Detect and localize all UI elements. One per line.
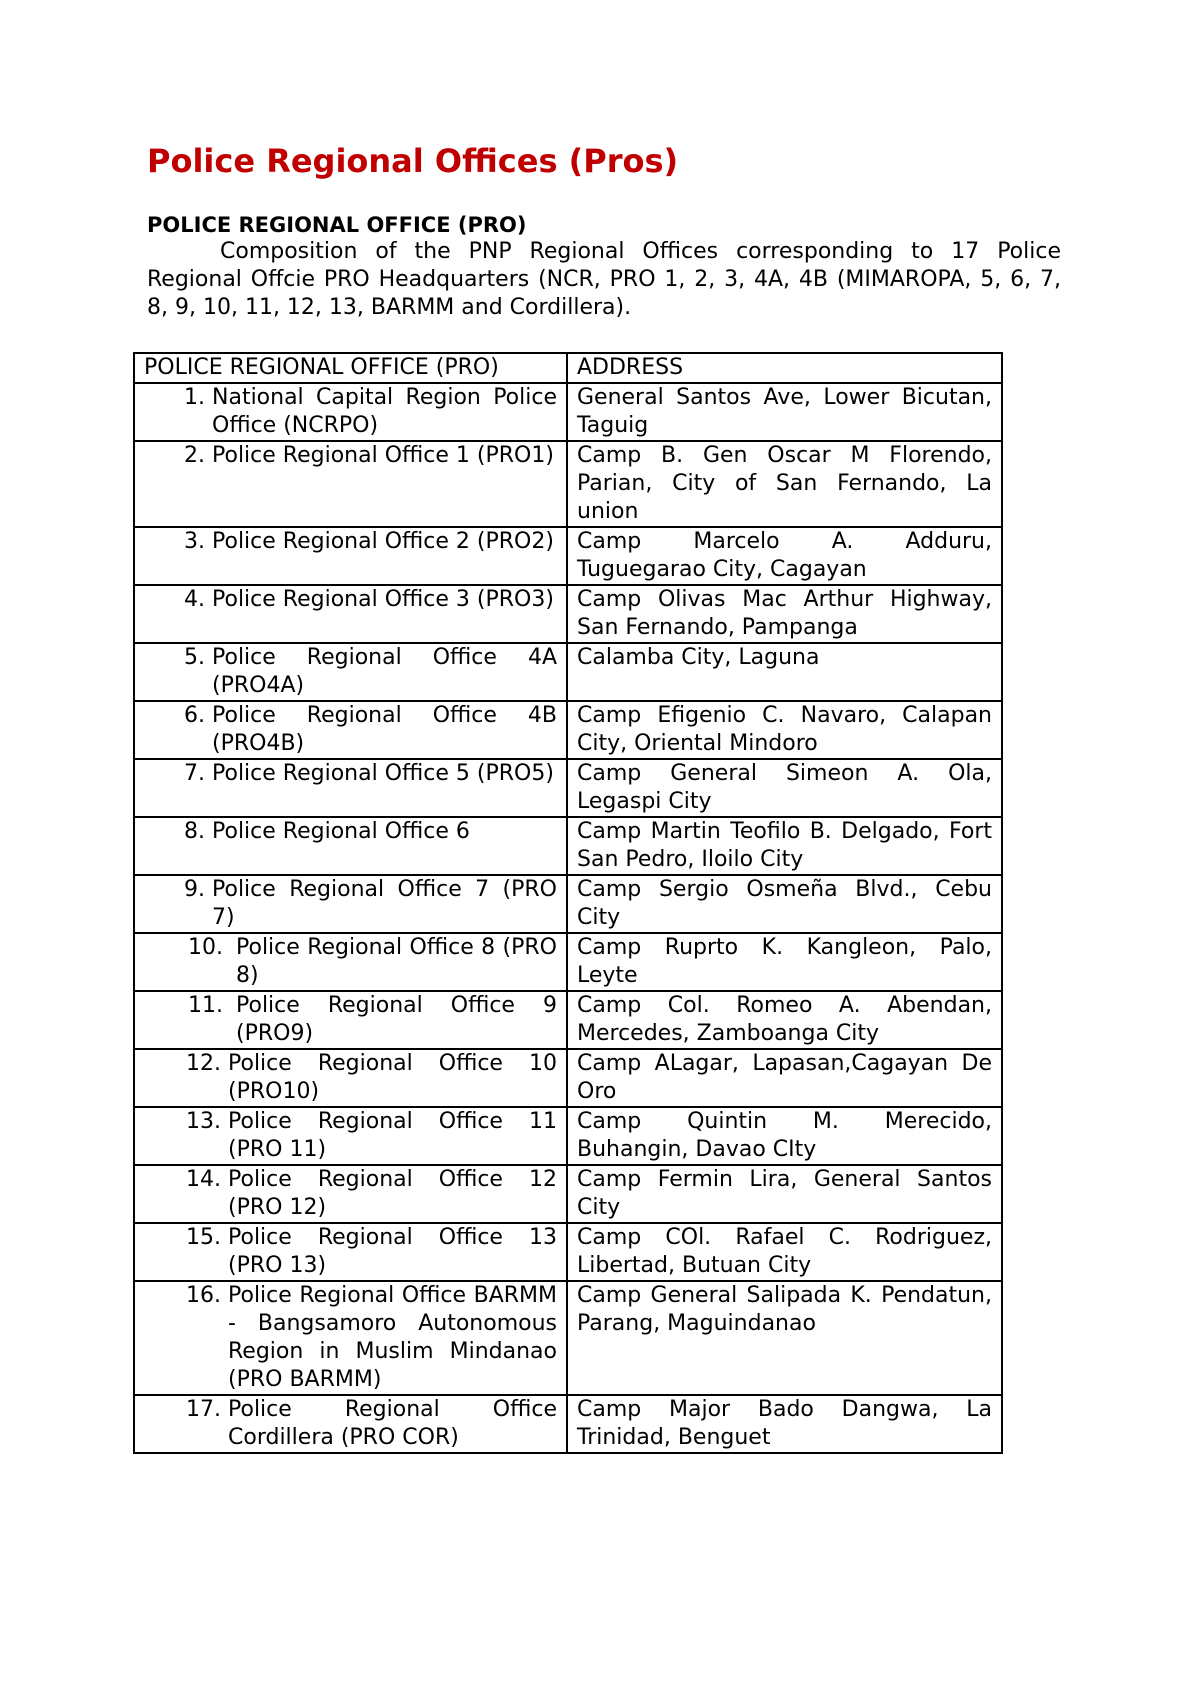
office-number: 3. <box>184 529 205 554</box>
address-cell: Camp B. Gen Oscar M Florendo, Parian, City of San Fernando, La union <box>567 441 1002 527</box>
office-name: Police Regional Office 4A (PRO4A) <box>212 645 557 698</box>
office-entry <box>144 992 557 1048</box>
office-number: 12. <box>186 1051 221 1076</box>
table-row <box>134 383 1002 441</box>
table-row <box>134 1223 1002 1281</box>
office-name: Police Regional Office 8 (PRO 8) <box>236 935 557 988</box>
office-number: 7. <box>184 761 205 786</box>
table-body <box>134 383 1002 1453</box>
office-cell <box>134 1281 567 1395</box>
office-number: 9. <box>184 877 205 902</box>
table-row <box>134 933 1002 991</box>
page-title: Police Regional Offices (Pros) <box>147 142 679 180</box>
office-entry <box>144 1166 557 1222</box>
table-row <box>134 1395 1002 1453</box>
office-name: Police Regional Office 3 (PRO3) <box>212 587 554 612</box>
table-row <box>134 441 1002 527</box>
office-name: Police Regional Office 6 <box>212 819 470 844</box>
table-header-row <box>134 353 1002 383</box>
office-number: 10. <box>188 935 223 960</box>
address-cell: Camp General Salipada K. Pendatun, Parang, Maguindanao <box>567 1281 1002 1395</box>
header-office: POLICE REGIONAL OFFICE (PRO) <box>134 353 567 383</box>
office-cell <box>134 875 567 933</box>
table-row <box>134 759 1002 817</box>
office-name: Police Regional Office BARMM - Bangsamoro Autonomous Region in Muslim Mindanao (PRO BARMM) <box>228 1283 557 1392</box>
address-cell: Camp Sergio Osmeña Blvd., Cebu City <box>567 875 1002 933</box>
office-cell <box>134 817 567 875</box>
office-entry <box>144 528 557 556</box>
table-row <box>134 817 1002 875</box>
address-cell: Camp Col. Romeo A. Abendan, Mercedes, Zamboanga City <box>567 991 1002 1049</box>
office-name: Police Regional Office 11 (PRO 11) <box>228 1109 557 1162</box>
office-number: 14. <box>186 1167 221 1192</box>
table-row <box>134 1107 1002 1165</box>
office-entry <box>144 1224 557 1280</box>
address-cell: Camp Fermin Lira, General Santos City <box>567 1165 1002 1223</box>
office-cell <box>134 1395 567 1453</box>
table-row <box>134 1281 1002 1395</box>
office-cell <box>134 643 567 701</box>
office-number: 17. <box>186 1397 221 1422</box>
address-cell: Camp Ruprto K. Kangleon, Palo, Leyte <box>567 933 1002 991</box>
office-name: Police Regional Office Cordillera (PRO COR) <box>228 1397 557 1450</box>
address-cell: Camp Major Bado Dangwa, La Trinidad, Benguet <box>567 1395 1002 1453</box>
table-row <box>134 527 1002 585</box>
table-row <box>134 643 1002 701</box>
office-name: Police Regional Office 2 (PRO2) <box>212 529 554 554</box>
table-row <box>134 1165 1002 1223</box>
office-cell <box>134 1223 567 1281</box>
office-number: 15. <box>186 1225 221 1250</box>
intro-paragraph: Composition of the PNP Regional Offices corresponding to 17 Police Regional Offcie PRO Headquarters (NCR, PRO 1, 2, 3, 4A, 4B (MIMAROPA, 5, 6, 7, 8, 9, 10, 11, 12, 13, BARMM and Cordillera). <box>147 239 1061 320</box>
office-name: Police Regional Office 9 (PRO9) <box>236 993 557 1046</box>
office-number: 16. <box>186 1283 221 1308</box>
address-cell: Camp General Simeon A. Ola, Legaspi City <box>567 759 1002 817</box>
office-entry <box>144 1050 557 1106</box>
office-cell <box>134 991 567 1049</box>
office-name: Police Regional Office 4B (PRO4B) <box>212 703 557 756</box>
office-name: Police Regional Office 1 (PRO1) <box>212 443 554 468</box>
table-row <box>134 585 1002 643</box>
section-heading: POLICE REGIONAL OFFICE (PRO) <box>147 213 527 237</box>
office-cell <box>134 383 567 441</box>
office-cell <box>134 527 567 585</box>
office-entry <box>144 934 557 990</box>
office-number: 5. <box>184 645 205 670</box>
office-number: 2. <box>184 443 205 468</box>
header-address: ADDRESS <box>567 353 1002 383</box>
office-cell <box>134 585 567 643</box>
office-name: Police Regional Office 7 (PRO 7) <box>212 877 557 930</box>
address-cell: Camp Martin Teofilo B. Delgado, Fort San Pedro, Iloilo City <box>567 817 1002 875</box>
office-entry <box>144 1108 557 1164</box>
office-cell <box>134 701 567 759</box>
office-name: Police Regional Office 5 (PRO5) <box>212 761 554 786</box>
address-cell: Camp ALagar, Lapasan,Cagayan De Oro <box>567 1049 1002 1107</box>
office-number: 1. <box>184 385 205 410</box>
office-number: 8. <box>184 819 205 844</box>
office-name: Police Regional Office 12 (PRO 12) <box>228 1167 557 1220</box>
office-name: Police Regional Office 10 (PRO10) <box>228 1051 557 1104</box>
office-number: 4. <box>184 587 205 612</box>
office-name: Police Regional Office 13 (PRO 13) <box>228 1225 557 1278</box>
office-cell <box>134 441 567 527</box>
table-row <box>134 701 1002 759</box>
address-cell: Camp Marcelo A. Adduru, Tuguegarao City, Cagayan <box>567 527 1002 585</box>
regional-offices-table <box>133 352 1003 1454</box>
table-row <box>134 991 1002 1049</box>
address-cell: Camp Efigenio C. Navaro, Calapan City, Oriental Mindoro <box>567 701 1002 759</box>
office-cell <box>134 1165 567 1223</box>
address-cell: Camp Quintin M. Merecido, Buhangin, Davao CIty <box>567 1107 1002 1165</box>
office-cell <box>134 1049 567 1107</box>
address-cell: Camp Olivas Mac Arthur Highway, San Fernando, Pampanga <box>567 585 1002 643</box>
office-entry <box>144 760 557 788</box>
office-entry <box>144 442 557 470</box>
office-cell <box>134 1107 567 1165</box>
table-row <box>134 875 1002 933</box>
office-entry <box>144 702 557 758</box>
office-entry <box>144 644 557 700</box>
address-cell: Camp COl. Rafael C. Rodriguez, Libertad, Butuan City <box>567 1223 1002 1281</box>
office-entry <box>144 1396 557 1452</box>
office-number: 6. <box>184 703 205 728</box>
office-number: 13. <box>186 1109 221 1134</box>
office-entry <box>144 384 557 440</box>
office-number: 11. <box>188 993 223 1018</box>
office-entry <box>144 876 557 932</box>
table-row <box>134 1049 1002 1107</box>
office-name: National Capital Region Police Office (NCRPO) <box>212 385 557 438</box>
office-entry <box>144 586 557 614</box>
office-cell <box>134 933 567 991</box>
address-cell: Calamba City, Laguna <box>567 643 1002 701</box>
office-entry <box>144 818 557 846</box>
address-cell: General Santos Ave, Lower Bicutan, Taguig <box>567 383 1002 441</box>
office-entry <box>144 1282 557 1394</box>
office-cell <box>134 759 567 817</box>
